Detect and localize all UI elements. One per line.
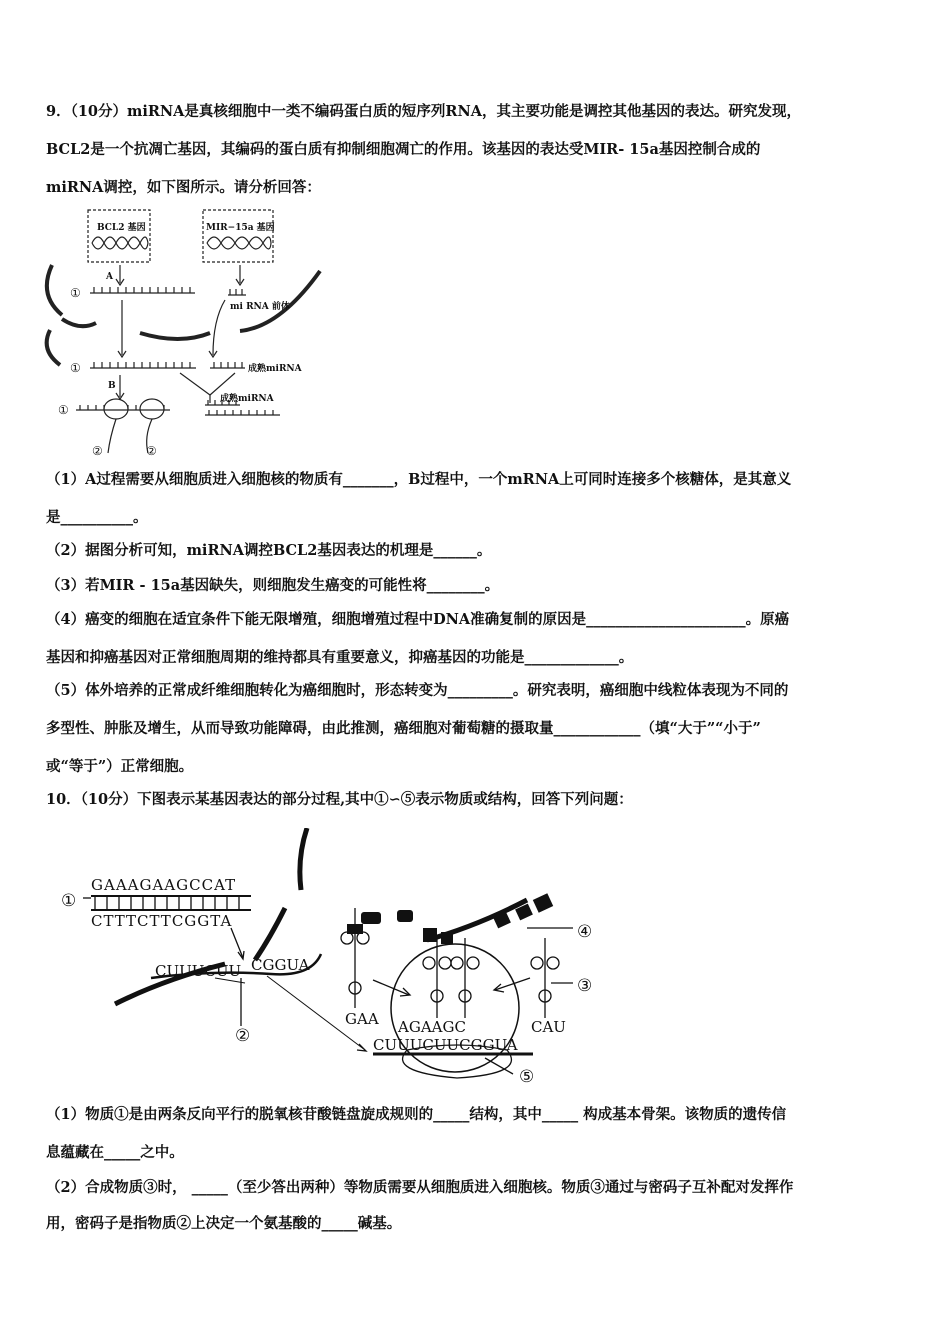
- amino-acid: [533, 893, 553, 912]
- nuclear-envelope: [47, 265, 62, 315]
- q10-stem: 10．（10分）下图表示某基因表达的部分过程,其中①∽⑤表示物质或结构，回答下列问题：: [46, 791, 633, 808]
- polypeptide-1: [108, 419, 116, 453]
- q9-sub1-line2: 是__________。: [46, 509, 148, 526]
- gene-expression-figure: [55, 828, 615, 1093]
- marker-1-a: ①: [70, 286, 81, 300]
- amino-acid: [347, 924, 363, 934]
- marker-c4: ④: [577, 922, 593, 942]
- mirna-precursor-label: mi RNA 前体: [230, 302, 290, 312]
- q9-sub4-line2: 基因和抑癌基因对正常细胞周期的维持都具有重要意义，抑癌基因的功能是_____________。: [46, 649, 634, 666]
- mrna-bottom-seq: CUUUCUUCGGUA: [373, 1036, 518, 1054]
- dna-strand-top: [300, 828, 307, 890]
- amino-acid: [397, 910, 413, 922]
- ribosome-2: [140, 399, 164, 419]
- mature-mirna-label-1: 成熟miRNA: [248, 364, 302, 374]
- marker-c3: ③: [577, 976, 593, 996]
- q10-sub2-line2: 用，密码子是指物质②上决定一个氨基酸的_____碱基。: [46, 1215, 402, 1232]
- mature-mirna-label-2: 成熟miRNA: [220, 394, 274, 404]
- trna-4: [531, 938, 559, 1018]
- mirna-regulation-figure: [40, 205, 330, 460]
- q9-sub2: （2）据图分析可知，miRNA调控BCL2基因表达的机理是______。: [46, 542, 492, 559]
- mir15a-gene-box: [203, 210, 273, 262]
- amino-acid: [423, 928, 437, 942]
- marker-2-a: ②: [92, 444, 103, 458]
- dna-top-strand: GAAAGAAGCCAT: [91, 876, 237, 894]
- q9-sub1-line1: （1）A过程需要从细胞质进入细胞核的物质有_______，B过程中，一个mRNA上可同时连接多个核糖体，是其意义: [46, 471, 792, 488]
- q9-stem-line2: BCL2是一个抗凋亡基因，其编码的蛋白质有抑制细胞凋亡的作用。该基因的表达受MIR- 15a基因控制合成的: [46, 141, 761, 158]
- marker-1-c: ①: [58, 403, 69, 417]
- q9-stem-line3: miRNA调控，如下图所示。请分析回答：: [46, 179, 321, 196]
- marker-1-b: ①: [70, 361, 81, 375]
- marker-c5: ⑤: [519, 1067, 535, 1087]
- amino-acid: [361, 912, 381, 924]
- marker-c1: ①: [61, 891, 77, 911]
- q9-sub3: （3）若MIR - 15a基因缺失，则细胞发生癌变的可能性将________。: [46, 577, 500, 594]
- q10-sub1-line1: （1）物质①是由两条反向平行的脱氧核苷酸链盘旋成规则的_____结构，其中_____ 构成基本骨架。该物质的遗传信: [46, 1106, 787, 1123]
- anticodon-agaagc: AGAAGC: [398, 1018, 466, 1036]
- mrna-tail-seq: CGGUA: [251, 956, 310, 974]
- anticodon-cau: CAU: [531, 1018, 566, 1036]
- q9-sub4-line1: （4）癌变的细胞在适宜条件下能无限增殖，细胞增殖过程中DNA准确复制的原因是______________________。原癌: [46, 611, 790, 628]
- amino-acid: [441, 932, 453, 944]
- bcl2-gene-box: [88, 210, 150, 262]
- mrna-left-seq: CUUUCUU: [155, 962, 242, 980]
- marker-c2: ②: [235, 1026, 251, 1046]
- label-a: A: [106, 272, 113, 282]
- label-b: B: [108, 381, 116, 391]
- q9-sub5-line2: 多型性、肿胀及增生，从而导致功能障碍，由此推测，癌细胞对葡萄糖的摄取量____________（填“大于”“小于”: [46, 720, 761, 737]
- q9-stem-line1: 9．（10分）miRNA是真核细胞中一类不编码蛋白质的短序列RNA，其主要功能是调控其他基因的表达。研究发现，: [46, 103, 801, 120]
- q10-sub2-line1: （2）合成物质③时， _____（至少答出两种）等物质需要从细胞质进入细胞核。物质③通过与密码子互补配对发挥作: [46, 1179, 794, 1196]
- trna-3: [451, 938, 479, 1018]
- dna-bottom-strand: CTTTCTTCGGTA: [91, 912, 233, 930]
- marker-2-b: ②: [146, 444, 157, 458]
- bcl2-gene-label: BCL2 基因: [97, 223, 146, 233]
- ribosome-1: [104, 399, 128, 419]
- q9-sub5-line3: 或“等于”）正常细胞。: [46, 758, 194, 775]
- mir15a-gene-label: MIR−15a 基因: [206, 223, 275, 233]
- anticodon-gaa: GAA: [345, 1010, 379, 1028]
- q9-sub5-line1: （5）体外培养的正常成纤维细胞转化为癌细胞时，形态转变为_________。研究表明，癌细胞中线粒体表现为不同的: [46, 682, 789, 699]
- q10-sub1-line2: 息蕴藏在_____之中。: [46, 1144, 184, 1161]
